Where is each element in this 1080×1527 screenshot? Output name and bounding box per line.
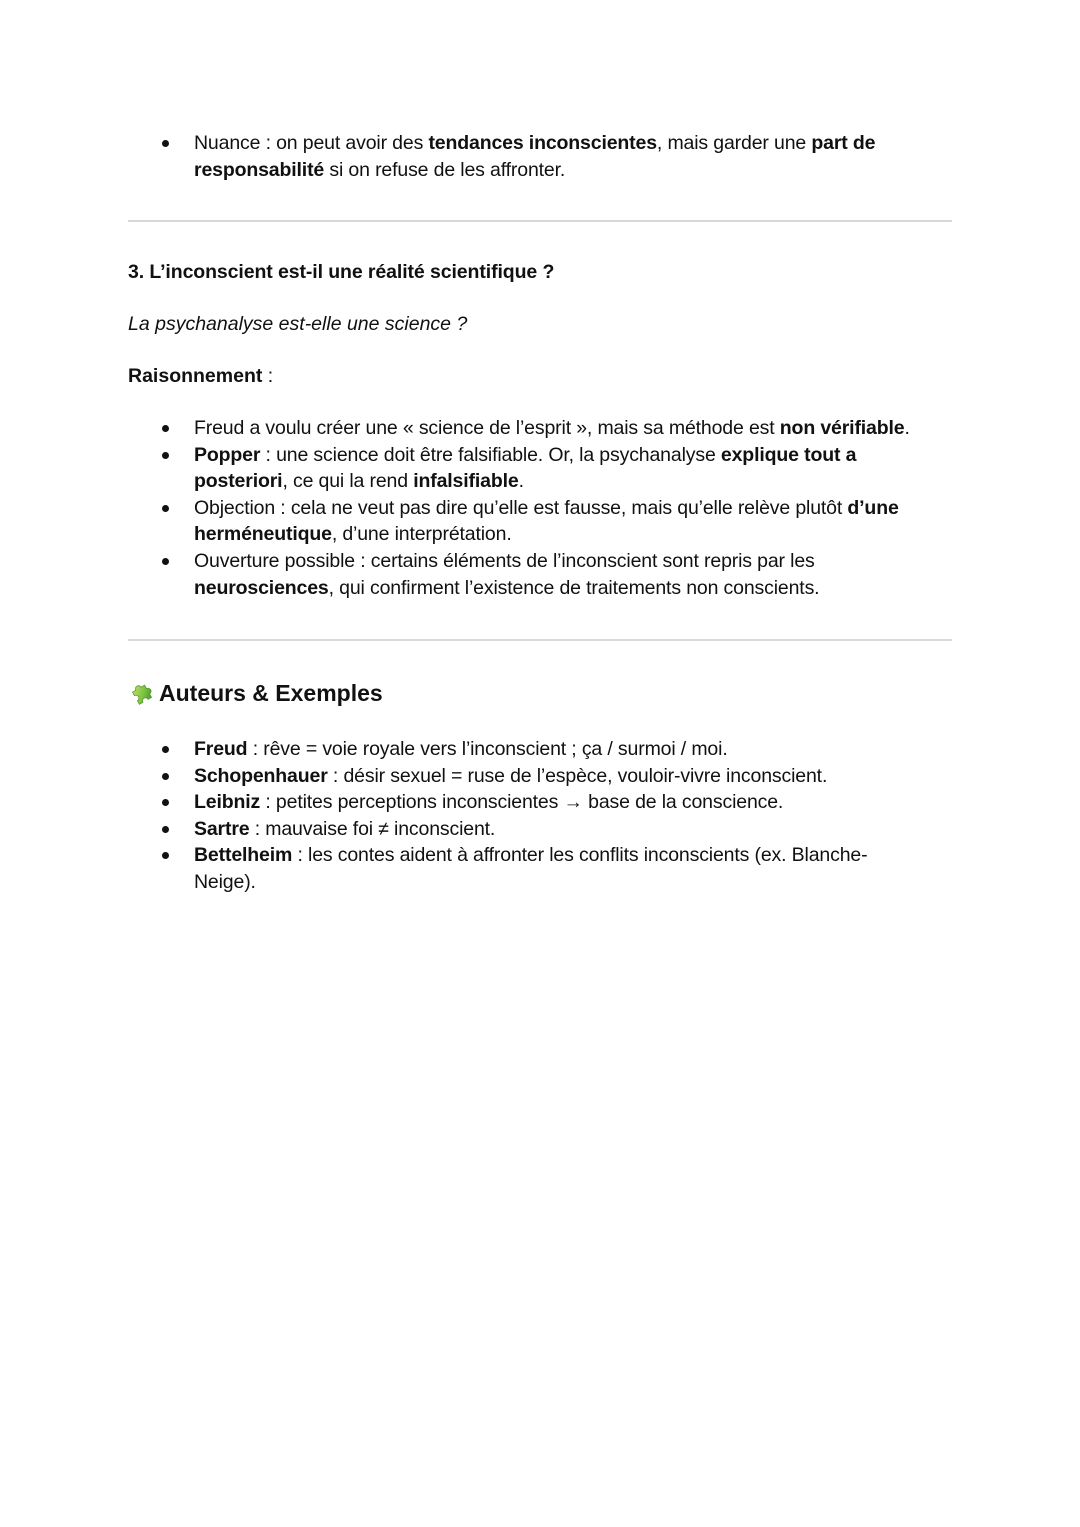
- bold-text: Bettelheim: [194, 844, 293, 867]
- text-segment: : mauvaise foi ≠ inconscient.: [249, 817, 496, 840]
- nuance-list: [128, 130, 952, 183]
- reasoning-label-colon: :: [262, 365, 274, 387]
- list-item: [128, 130, 914, 183]
- bold-text: neurosciences: [194, 576, 329, 599]
- bold-text: Leibniz: [194, 791, 261, 814]
- list-item: [128, 736, 954, 763]
- text-segment: : petites perceptions inconscientes → base de la conscience.: [260, 791, 784, 814]
- list-item: [128, 842, 900, 895]
- text-segment: Objection : cela ne veut pas dire qu’elle est fausse, mais qu’elle relève plutôt: [194, 496, 848, 519]
- list-item: [128, 415, 994, 442]
- reasoning-label: [128, 363, 273, 389]
- text-segment: , ce qui la rend: [282, 470, 414, 493]
- list-item: [128, 763, 954, 790]
- text-segment: .: [904, 417, 910, 439]
- bold-text: tendances inconscientes: [428, 132, 657, 154]
- puzzle-piece-icon: [128, 680, 154, 706]
- bold-text: non vérifiable: [779, 417, 905, 439]
- authors-heading: [128, 678, 383, 708]
- bold-text: part de responsabilité: [194, 132, 876, 181]
- list-item: [128, 816, 954, 843]
- text-segment: Ouverture possible : certains éléments de l’inconscient sont repris par les: [194, 549, 815, 572]
- text-segment: : une science doit être falsifiable. Or, la psychanalyse: [260, 443, 721, 466]
- text-segment: si on refuse de les affronter.: [324, 158, 566, 181]
- text-segment: , mais garder une: [656, 132, 812, 154]
- section-divider: [128, 220, 952, 222]
- text-segment: , qui confirment l’existence de traitements non conscients.: [328, 576, 820, 599]
- list-item: [128, 789, 954, 816]
- bold-text: Popper: [194, 443, 261, 466]
- section-subtitle: La psychanalyse est-elle une science ?: [128, 313, 468, 335]
- text-segment: : les contes aident à affronter les conflits inconscients (ex. Blanche-Neige).: [194, 844, 868, 893]
- bold-text: infalsifiable: [413, 470, 519, 493]
- section-heading: 3. L’inconscient est-il une réalité scientifique ?: [128, 261, 555, 283]
- reasoning-label-text: Raisonnement: [128, 365, 263, 387]
- reasoning-list: [128, 415, 952, 601]
- text-segment: Nuance : on peut avoir des: [194, 132, 429, 154]
- bold-text: Schopenhauer: [194, 764, 328, 787]
- list-item: [128, 495, 954, 548]
- authors-list: [128, 736, 952, 896]
- text-segment: : rêve = voie royale vers l’inconscient ; ça / surmoi / moi.: [247, 738, 728, 760]
- list-item: [128, 442, 914, 495]
- text-segment: : désir sexuel = ruse de l’espèce, vouloir-vivre inconscient.: [327, 764, 828, 787]
- section-divider: [128, 639, 952, 641]
- bold-text: Freud: [194, 738, 248, 760]
- bold-text: Sartre: [194, 817, 250, 840]
- authors-heading-text: Auteurs & Exemples: [159, 680, 383, 706]
- bold-text: explique tout a posteriori: [194, 443, 857, 493]
- text-segment: .: [518, 470, 524, 493]
- text-segment: , d’une interprétation.: [331, 523, 512, 546]
- list-item: [128, 548, 914, 601]
- bold-text: d’une herméneutique: [194, 496, 899, 546]
- text-segment: Freud a voulu créer une « science de l’esprit », mais sa méthode est: [194, 417, 780, 439]
